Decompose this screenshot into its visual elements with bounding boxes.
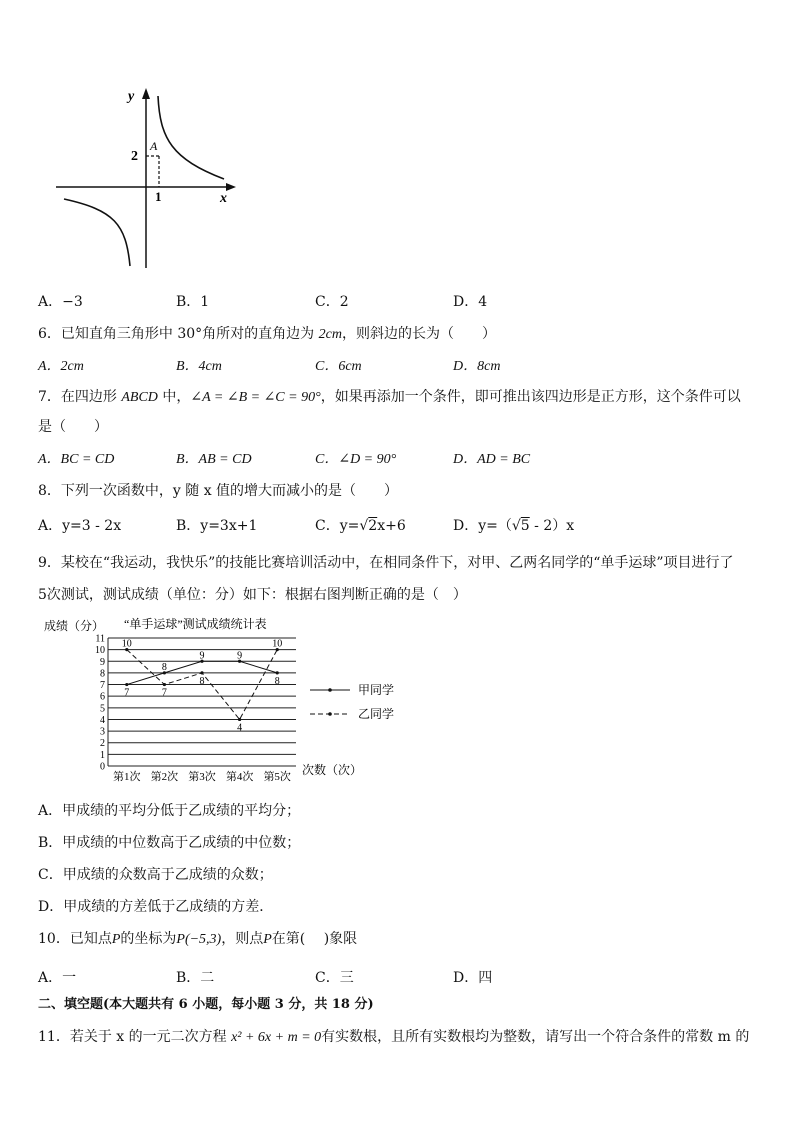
chart-point <box>125 683 128 686</box>
q9-stem-line1: 9．某校在“我运动，我快乐”的技能比赛培训活动中，在相同条件下，对甲、乙两名同学的“单手运球”项目进行了 <box>38 555 734 571</box>
q6-text-b: ，则斜边的长为（ ） <box>341 326 496 342</box>
q10-option-b[interactable]: B．二 <box>176 970 215 986</box>
graph-point-a: A <box>150 139 158 153</box>
q8-d-pre: D．y=（ <box>453 518 512 534</box>
q11-equation: x² + 6x + m = 0 <box>231 1030 322 1045</box>
q9-option-b[interactable]: B．甲成绩的中位数高于乙成绩的中位数； <box>38 835 301 851</box>
chart-xtick-label: 第4次 <box>225 771 254 783</box>
chart-ytick-label: 7 <box>100 680 105 692</box>
q11-text-b: 有实数根，且所有实数根均为整数，请写出一个符合条件的常数 m 的 <box>321 1029 750 1045</box>
q10-option-d[interactable]: D．四 <box>453 970 493 986</box>
chart-point <box>238 718 241 721</box>
chart-ytick-label: 1 <box>100 749 105 761</box>
chart-xlabel: 次数（次） <box>302 763 363 777</box>
chart-xtick-label: 第2次 <box>150 771 179 783</box>
chart-point <box>163 683 166 686</box>
q8-d-post: - 2）x <box>529 518 575 534</box>
chart-ytick-label: 2 <box>100 738 105 750</box>
q5-option-b[interactable]: B．1 <box>176 294 210 310</box>
chart-xtick-label: 第1次 <box>113 771 141 783</box>
section-heading: 二、填空题(本大题共有 6 小题，每小题 3 分，共 18 分) <box>38 997 374 1012</box>
chart-data-label: 9 <box>237 650 243 662</box>
q6-option-c[interactable]: C．6cm <box>315 359 362 374</box>
chart-data-label: 9 <box>199 650 205 662</box>
chart-legend-marker <box>328 712 332 716</box>
q10-var-p-2: P <box>263 932 272 947</box>
chart-data-label: 7 <box>124 687 130 699</box>
q6-text-a: 6．已知直角三角形中 30°角所对的直角边为 <box>38 326 319 342</box>
q8-option-a[interactable]: A．y=3 - 2x <box>38 518 122 534</box>
q7-option-d[interactable]: D．AD = BC <box>453 452 531 467</box>
q8-option-b[interactable]: B．y=3x+1 <box>176 518 258 534</box>
chart-point <box>200 671 203 674</box>
graph-x-label: x <box>220 191 227 206</box>
q7-text-b: 中， <box>157 389 191 405</box>
q8-c-radicand: 2 <box>368 518 378 534</box>
q10-text-d: 在第( )象限 <box>271 931 358 947</box>
q10-var-p: P <box>111 932 121 947</box>
chart-xtick-label: 第3次 <box>188 771 216 783</box>
chart-ytick-label: 9 <box>100 656 105 668</box>
q7-stem-line2: 是（ ） <box>38 419 108 435</box>
q8-stem: 8．下列一次函数中，y 随 x 值的增大而减小的是（ ） <box>38 483 399 499</box>
q6-stem <box>38 323 496 343</box>
q9-option-c[interactable]: C．甲成绩的众数高于乙成绩的众数； <box>38 867 273 883</box>
q6-option-b[interactable]: B．4cm <box>176 359 222 374</box>
q9-option-a[interactable]: A．甲成绩的平均分低于乙成绩的平均分； <box>38 803 301 819</box>
chart-ytick-label: 10 <box>95 645 105 657</box>
q7-option-c[interactable]: C．∠D = 90° <box>315 452 397 467</box>
chart-data-label: 8 <box>199 675 205 687</box>
chart-data-label: 8 <box>161 661 167 673</box>
q7-text-a: 7．在四边形 <box>38 389 122 405</box>
q6-unit: 2cm <box>318 327 342 342</box>
q8-option-c[interactable] <box>315 515 406 535</box>
q10-text-a: 10．已知点 <box>38 931 112 947</box>
chart-ytick-label: 4 <box>100 714 105 726</box>
chart-ytick-label: 6 <box>100 691 105 703</box>
q5-option-d[interactable]: D．4 <box>453 294 488 310</box>
chart-ytick-label: 5 <box>100 703 105 715</box>
q10-coord: P(−5,3) <box>176 932 222 947</box>
q11-text-a: 11．若关于 x 的一元二次方程 <box>38 1029 232 1045</box>
chart-ylabel: 成绩（分） <box>44 619 105 633</box>
q7-text-c: ，如果再添加一个条件，即可推出该四边形是正方形，这个条件可以 <box>320 389 741 405</box>
chart-data-label: 10 <box>121 638 132 650</box>
chart-ytick-label: 3 <box>100 726 105 738</box>
chart-data-label: 4 <box>237 722 243 734</box>
q5-option-c[interactable]: C．2 <box>315 294 349 310</box>
chart-xtick-label: 第5次 <box>263 771 291 783</box>
q10-option-a[interactable]: A．一 <box>38 970 77 986</box>
q8-option-d[interactable] <box>453 515 574 535</box>
q7-stem-line1 <box>38 386 741 406</box>
q9-stem-line2: 5次测试，测试成绩（单位：分）如下：根据右图判断正确的是（ ） <box>38 587 467 603</box>
q5-option-a[interactable]: A．−3 <box>38 294 83 310</box>
chart-data-label: 10 <box>272 638 283 650</box>
graph-tick-y: 2 <box>131 149 138 164</box>
chart-legend-marker <box>328 688 332 692</box>
chart-legend-label: 乙同学 <box>358 707 395 721</box>
q8-c-pre: C．y= <box>315 518 360 534</box>
score-line-chart <box>40 614 420 786</box>
q8-c-post: x+6 <box>377 518 406 534</box>
chart-legend-label: 甲同学 <box>358 683 395 697</box>
chart-point <box>276 671 279 674</box>
q11-stem <box>38 1026 749 1046</box>
graph-y-label: y <box>128 89 135 104</box>
chart-data-label: 7 <box>161 687 167 699</box>
q9-option-d[interactable]: D．甲成绩的方差低于乙成绩的方差． <box>38 899 274 915</box>
q10-text-b: 的坐标为 <box>120 931 177 947</box>
q7-option-a[interactable]: A．BC = CD <box>38 452 115 467</box>
sqrt-symbol: √ <box>511 518 521 534</box>
q6-option-a[interactable]: A．2cm <box>38 359 84 374</box>
chart-ytick-label: 8 <box>100 668 105 680</box>
q7-condition: ∠A = ∠B = ∠C = 90° <box>190 390 321 405</box>
q10-stem <box>38 928 357 948</box>
q10-option-c[interactable]: C．三 <box>315 970 354 986</box>
q7-option-b[interactable]: B．AB = CD <box>176 452 252 467</box>
q10-text-c: ，则点 <box>221 931 264 947</box>
graph-tick-x: 1 <box>155 189 162 204</box>
chart-ytick-label: 0 <box>100 761 105 773</box>
sqrt-symbol: √ <box>359 518 369 534</box>
chart-data-label: 8 <box>274 675 280 687</box>
chart-title: “单手运球”测试成绩统计表 <box>124 617 267 631</box>
chart-ytick-label: 11 <box>95 633 105 645</box>
q8-d-radicand: 5 <box>520 518 530 534</box>
q7-quad: ABCD <box>121 390 158 405</box>
q6-option-d[interactable]: D．8cm <box>453 359 501 374</box>
hyperbola-graph <box>52 84 242 274</box>
